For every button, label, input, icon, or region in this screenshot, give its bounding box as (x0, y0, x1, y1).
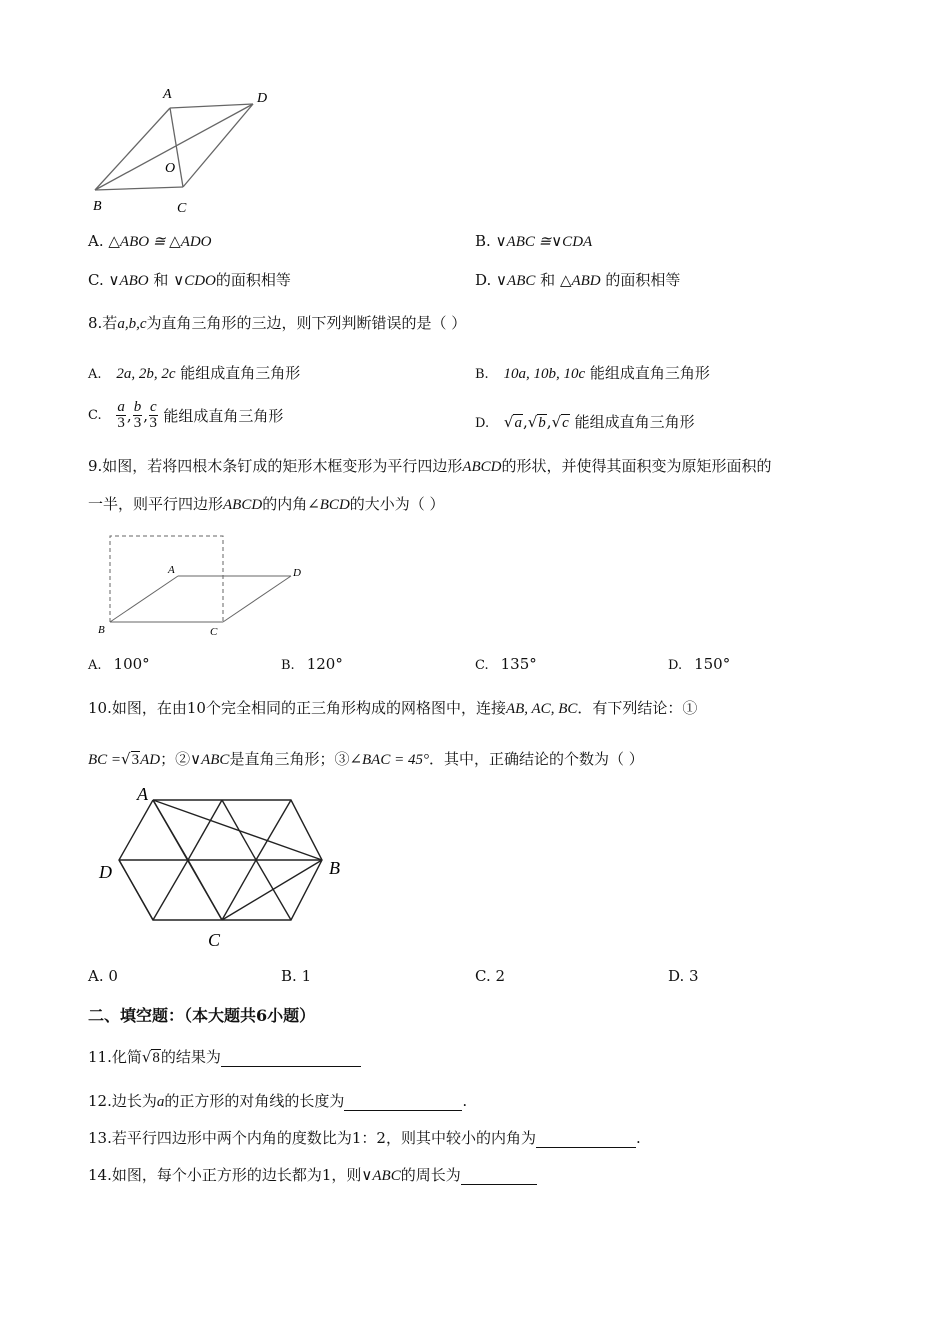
q8-option-c-letter: C. (88, 408, 102, 423)
fig7-label-b: B (93, 199, 102, 214)
q8-option-c-frac-b (133, 400, 143, 431)
q10-option-c[interactable] (475, 967, 505, 985)
q7-option-c-math-a: ∨ABO (108, 273, 149, 289)
q10-option-a[interactable] (88, 967, 118, 985)
q10-line2-math2: ∨ABC (190, 752, 230, 768)
q10-line2-math1b: AD (140, 752, 161, 768)
section-2-heading: 二、填空题：（本大题共6小题） (88, 1006, 316, 1025)
q9-line1-math: ABCD (462, 459, 502, 475)
q14 (88, 1164, 537, 1185)
fig9-label-c: C (210, 626, 218, 638)
q10-line1-b: 个完全相同的正三角形构成的网格图中，连接 (205, 699, 506, 717)
q9-line2-b: 的内角 (262, 495, 308, 513)
q10-line2-sqrt: √3 (121, 750, 140, 768)
q7-option-b[interactable] (475, 232, 592, 251)
q10-option-c-letter: C. (475, 967, 491, 985)
q10-line1-a: 10.如图，在由 (88, 699, 187, 717)
q8-option-d-sqrt-c: √c (551, 413, 569, 431)
q8-frac-a-num: a (117, 399, 125, 415)
q8-option-c-sep1: , (126, 406, 132, 425)
q7-option-d-math-a: ∨ABC (496, 273, 536, 289)
q10-option-d-letter: D. (668, 967, 685, 985)
q8-option-a-text: 能组成直角三角形 (180, 364, 301, 382)
q12-b: 的正方形的对角线的长度为 (164, 1092, 345, 1110)
q11-answer-blank[interactable] (221, 1052, 361, 1067)
q11 (88, 1046, 361, 1067)
q12 (88, 1090, 467, 1111)
q8-option-b[interactable] (475, 362, 710, 383)
q8-frac-c-num: c (149, 399, 157, 415)
q10-line2-a: ；② (160, 750, 191, 768)
q8-stem (88, 312, 466, 333)
q9-line1-b: 的形状，并使得其面积变为原矩形面积的 (501, 457, 772, 475)
q10-line1-n: 10 (186, 699, 206, 717)
q10-option-a-letter: A. (88, 967, 104, 985)
q14-answer-blank[interactable] (461, 1170, 537, 1185)
q9-line2-a: 一半，则平行四边形 (88, 495, 224, 513)
q7-option-d-end: 的面积相等 (605, 271, 681, 289)
q7-option-c-math-b: ∨CDO (173, 273, 216, 289)
q8-option-b-math: 10a, 10b, 10c (503, 366, 586, 382)
fig10-label-b: B (329, 858, 340, 878)
q14-a: 14.如图，每个小正方形的边长都为1，则 (88, 1166, 362, 1184)
q9-option-c-value: 135° (500, 655, 537, 673)
q7-parallelogram-figure (85, 80, 295, 220)
q10-stem-line1 (88, 697, 697, 718)
q7-option-c-letter: C. (88, 271, 104, 289)
q10-line2-b: 是直角三角形；③ (229, 750, 350, 768)
q7-option-b-letter: B. (475, 232, 491, 250)
q10-line1-math: AB, AC, BC (505, 701, 578, 717)
fig7-label-c: C (177, 201, 187, 216)
q10-line2-math1: BC = (88, 752, 122, 768)
fig7-label-d: D (257, 91, 268, 106)
q7-option-c[interactable] (88, 269, 291, 290)
q10-option-c-value: 2 (495, 967, 506, 985)
q9-line2-math1: ABCD (223, 497, 263, 513)
q7-option-a-text: △ABO ≅ △ADO (108, 234, 212, 250)
q13 (88, 1127, 641, 1148)
q8-stem-suffix: 为直角三角形的三边，则下列判断错误的是（ ） (146, 314, 467, 332)
q7-option-c-mid: 和 (153, 271, 169, 289)
q7-option-d-letter: D. (475, 271, 492, 289)
q10-line2-math3: ∠BAC = 45° (349, 752, 429, 768)
q9-line2-math2: ∠BCD (307, 497, 350, 513)
q8-option-c-text: 能组成直角三角形 (163, 407, 284, 425)
fig7-label-a: A (163, 87, 172, 102)
q9-line1-a: 9.如图，若将四根木条钉成的矩形木框变形为平行四边形 (88, 457, 463, 475)
q8-frac-a-den: 3 (117, 415, 125, 431)
q8-stem-vars: a,b,c (117, 316, 147, 332)
q10-line2-c: ．其中，正确结论的个数为（ ） (428, 750, 644, 768)
q10-stem-line2 (88, 748, 644, 769)
q9-rectangle-parallelogram-figure (88, 530, 318, 645)
q8-frac-b-den: 3 (133, 415, 142, 431)
fig10-label-c: C (208, 930, 221, 950)
q10-option-d-value: 3 (689, 967, 699, 985)
q9-option-a-value: 100° (113, 655, 150, 673)
q7-option-b-text: ∨ABC ≅∨CDA (495, 234, 593, 250)
q11-b: 的结果为 (160, 1048, 221, 1066)
q8-option-c[interactable] (88, 400, 283, 431)
fig9-label-d: D (293, 567, 301, 579)
q8-option-b-letter: B. (475, 367, 489, 382)
q10-triangle-grid-figure (90, 782, 360, 957)
q9-option-c-letter: C. (475, 658, 489, 673)
q14-b: 的周长为 (400, 1166, 461, 1184)
q9-option-c[interactable] (475, 655, 537, 673)
q7-option-d-mid: 和 (540, 271, 556, 289)
q10-option-b[interactable] (281, 967, 311, 985)
q8-option-c-sep2: , (143, 406, 148, 425)
q7-option-c-end: 的面积相等 (215, 271, 291, 289)
q12-end: . (462, 1092, 468, 1110)
q9-option-d-value: 150° (694, 655, 731, 673)
q11-a: 11.化简 (88, 1048, 142, 1066)
q9-option-b-value: 120° (306, 655, 343, 673)
q9-stem-line2 (88, 493, 445, 514)
q8-option-c-frac-c (149, 400, 158, 431)
fig10-label-a: A (137, 784, 148, 804)
q9-option-d-letter: D. (668, 658, 683, 673)
q8-option-c-frac-a (116, 400, 126, 431)
q13-a: 13.若平行四边形中两个内角的度数比为1：2，则其中较小的内角为 (88, 1129, 536, 1147)
q8-stem-prefix: 8.若 (88, 314, 118, 332)
q8-option-a[interactable] (88, 362, 300, 383)
q10-option-b-letter: B. (281, 967, 297, 985)
q9-option-a-letter: A. (88, 658, 102, 673)
fig9-label-b: B (98, 624, 105, 636)
q8-frac-b-num: b (133, 399, 142, 415)
q8-option-d-text: 能组成直角三角形 (574, 413, 695, 431)
q8-option-a-math: 2a, 2b, 2c (116, 366, 176, 382)
q8-option-d-letter: D. (475, 416, 490, 431)
q7-option-d-math-b: △ABD (559, 273, 601, 289)
q7-option-d[interactable] (475, 269, 680, 290)
q12-math: a (156, 1094, 165, 1110)
q10-option-d[interactable] (668, 967, 699, 985)
q9-option-b-letter: B. (281, 658, 295, 673)
q8-option-d[interactable]: D. √a,√b,√c 能组成直角三角形 (475, 413, 695, 431)
q12-a: 12.边长为 (88, 1092, 157, 1110)
q8-option-d-sqrt-b: √b (527, 413, 546, 431)
q9-stem-line1 (88, 455, 772, 476)
q7-option-a-letter: A. (88, 232, 104, 250)
q13-end: . (635, 1129, 641, 1147)
q9-line2-c: 的大小为（ ） (349, 495, 445, 513)
q8-option-a-letter: A. (88, 367, 102, 382)
fig9-label-a: A (168, 564, 175, 576)
q10-option-b-value: 1 (301, 967, 312, 985)
q13-answer-blank[interactable] (536, 1133, 636, 1148)
q10-option-a-value: 0 (108, 967, 118, 985)
q8-frac-c-den: 3 (149, 415, 158, 431)
fig10-label-d: D (99, 862, 112, 882)
q10-line1-c: ．有下列结论：① (577, 699, 698, 717)
q9-option-a[interactable] (88, 655, 150, 673)
q7-option-a[interactable] (88, 232, 212, 251)
q11-sqrt: √8 (141, 1048, 160, 1066)
q8-option-d-sqrt-a: √a (503, 413, 522, 431)
q8-option-b-text: 能组成直角三角形 (589, 364, 710, 382)
q14-math: ∨ABC (361, 1168, 401, 1184)
q12-answer-blank[interactable] (344, 1096, 462, 1111)
q9-option-b[interactable] (281, 655, 343, 673)
q9-option-d[interactable] (668, 655, 730, 673)
fig7-label-o: O (165, 161, 176, 176)
